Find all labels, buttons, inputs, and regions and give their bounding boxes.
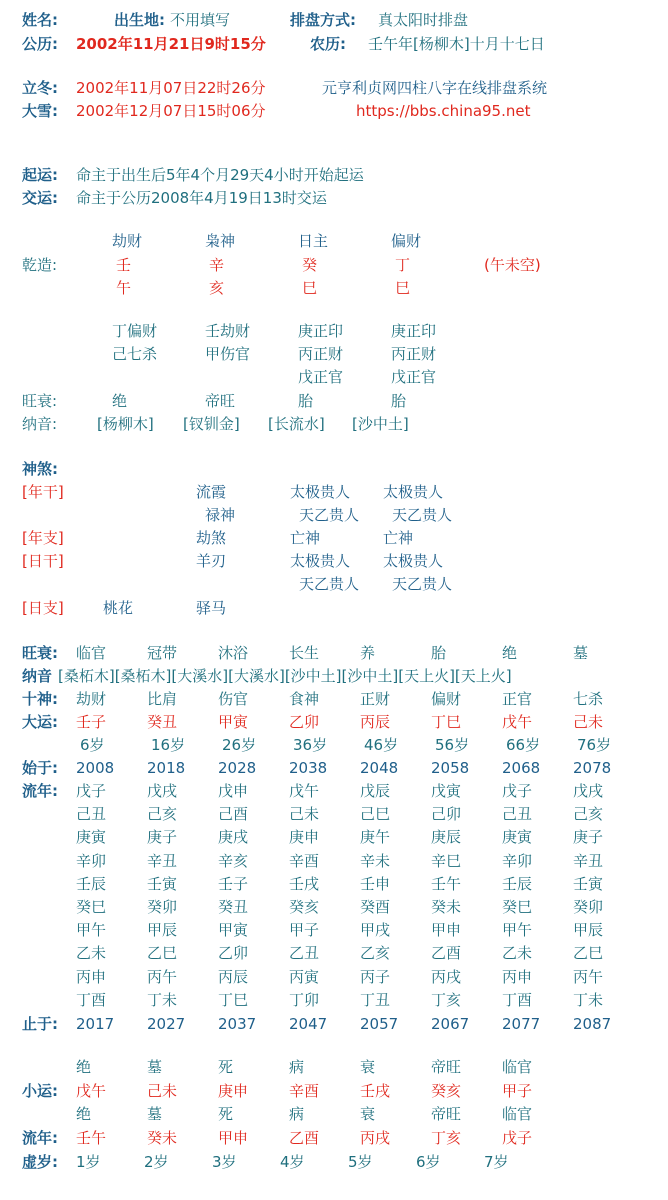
xiaoyun-liunian: 乙酉 [289,1129,320,1147]
shensha-item: 桃花 [103,599,134,617]
shensha-item: 劫煞 [196,529,227,547]
end-label: 止于: [22,1015,58,1033]
liunian-value: 戊辰 [360,782,391,800]
jiaoyun-value: 命主于公历2008年4月19日13时交运 [76,189,327,207]
birthplace-value: 不用填写 [170,11,231,29]
start-year: 2068 [502,759,541,777]
shishen-value: 七杀 [573,690,604,708]
liunian-value: 癸卯 [147,898,178,916]
shensha-item: 亡神 [383,529,414,547]
liunian-value: 丙寅 [289,967,320,986]
xiaoyun-liunian: 癸未 [147,1129,178,1147]
liunian-value: 丁酉 [76,990,107,1009]
method-value: 真太阳时排盘 [378,11,469,29]
liunian-value: 癸卯 [573,898,604,916]
liunian-value: 辛丑 [147,851,178,870]
shensha-item: 天乙贵人 [299,506,360,524]
end-year: 2047 [289,1015,328,1033]
end-year: 2067 [431,1015,470,1033]
liunian-value: 丙午 [573,967,604,986]
shensha-row-label: [日干] [22,552,64,570]
xiaoyun-value: 戊午 [76,1082,107,1100]
site-name: 元亨利贞网四柱八字在线排盘系统 [322,79,548,97]
xusui-value: 1岁 [76,1153,101,1171]
xiaoyun-label: 小运: [22,1082,58,1100]
xiaoyun-value: 壬戌 [360,1082,391,1100]
liunian-value: 乙丑 [289,944,320,963]
xusui-label: 虚岁: [22,1153,58,1171]
pillar-god: 偏财 [391,232,422,250]
shensha-item: 羊刃 [196,552,227,570]
daxue-value: 2002年12月07日15时06分 [76,102,266,120]
shishen-value: 比肩 [147,690,178,708]
pillar-god: 枭神 [205,232,236,250]
liunian-value: 己卯 [431,805,462,824]
liunian-value: 乙亥 [360,944,391,963]
liunian-value: 甲寅 [218,921,249,940]
qiyun-value: 命主于出生后5年4个月29天4小时开始起运 [76,166,364,184]
jiaoyun-label: 交运: [22,189,58,207]
dayun-value: 戊午 [502,713,533,731]
liunian-value: 丙午 [147,967,178,986]
liunian-value: 丙戌 [431,967,462,986]
site-url-link[interactable]: https://bbs.china95.net [356,102,531,120]
liunian-value: 丁未 [147,990,178,1009]
solar-value: 2002年11月21日9时15分 [76,35,266,53]
shensha-item: 天乙贵人 [299,575,360,593]
liunian-value: 甲子 [289,921,320,940]
liunian-value: 戊子 [76,782,107,800]
dayun-value: 丙辰 [360,713,391,731]
wangshuai-value: 胎 [298,392,314,410]
xiaoyun-wangshuai: 死 [218,1058,234,1076]
liunian-value: 己未 [289,805,320,824]
solar-label: 公历: [22,35,58,53]
dayun-value: 乙卯 [289,713,320,731]
pillar-branch: 午 [116,279,132,297]
liunian-value: 癸巳 [76,898,107,916]
dayun-wangshuai: 墓 [573,644,589,662]
liunian-value: 壬戌 [289,874,320,893]
end-year: 2077 [502,1015,541,1033]
liunian-value: 庚申 [289,828,320,847]
dayun-wangshuai: 冠带 [147,644,178,662]
xusui-value: 4岁 [280,1153,305,1171]
liunian-value: 己亥 [147,805,178,824]
dayun-wangshuai: 临官 [76,644,107,662]
xiaoyun-liunian: 戊子 [502,1129,533,1147]
pillar-stem: 癸 [302,256,318,274]
xiaoyun-value: 己未 [147,1082,178,1100]
liunian-value: 戊寅 [431,782,462,800]
dayun-age: 26岁 [222,736,257,754]
liunian-value: 甲申 [431,921,462,940]
liunian-value: 戊戌 [573,782,604,800]
dayun-value: 癸丑 [147,713,178,731]
pillar-god: 日主 [298,232,329,250]
nayin-value: [钗钏金] [183,415,240,433]
xusui-value: 7岁 [484,1153,509,1171]
lidong-value: 2002年11月07日22时26分 [76,79,266,97]
liunian-value: 庚寅 [76,828,107,847]
xiaoyun-value: 庚申 [218,1082,249,1100]
liunian-value: 癸亥 [289,898,320,916]
start-year: 2018 [147,759,186,777]
shensha-row-label: [年干] [22,483,64,501]
liunian-value: 戊申 [218,782,249,800]
dayun-age: 46岁 [364,736,399,754]
dayun-wangshuai: 沐浴 [218,644,249,662]
liunian-value: 己酉 [218,805,249,824]
end-year: 2057 [360,1015,399,1033]
pillar-stem: 壬 [116,256,132,274]
hidden-stem: 丁偏财 [112,322,158,340]
xiaoyun-wangshuai: 临官 [502,1058,533,1076]
xusui-value: 2岁 [144,1153,169,1171]
liunian-value: 丁卯 [289,990,320,1009]
start-year: 2038 [289,759,328,777]
liunian-value: 己丑 [76,805,107,824]
start-year: 2058 [431,759,470,777]
liunian-value: 丁未 [573,990,604,1009]
liunian-value: 辛卯 [502,851,533,870]
liunian-value: 乙卯 [218,944,249,963]
end-year: 2037 [218,1015,257,1033]
shensha-item: 流霞 [196,483,227,501]
empty-branches: (午未空) [484,256,541,274]
xusui-value: 5岁 [348,1153,373,1171]
xiaoyun-value: 辛酉 [289,1082,320,1100]
hidden-stem: 戊正官 [391,368,437,386]
liunian-value: 辛丑 [573,851,604,870]
xiaoyun-liunian-label: 流年: [22,1129,58,1147]
xiaoyun-wangshuai: 帝旺 [431,1105,462,1123]
xiaoyun-wangshuai: 绝 [76,1105,92,1123]
shishen-value: 食神 [289,690,320,708]
end-year: 2027 [147,1015,186,1033]
liunian-value: 丁亥 [431,990,462,1009]
dayun-value: 丁巳 [431,713,462,731]
liunian-value: 癸丑 [218,898,249,916]
xiaoyun-wangshuai: 病 [289,1105,305,1123]
liunian-value: 庚子 [147,828,178,847]
hidden-stem: 庚正印 [391,322,437,340]
start-year: 2078 [573,759,612,777]
liunian-value: 辛巳 [431,851,462,870]
wangshuai-value: 胎 [391,392,407,410]
birthplace-label: 出生地: [114,11,165,29]
daxue-label: 大雪: [22,102,58,120]
dayun-wangshuai: 养 [360,644,376,662]
liunian-value: 戊戌 [147,782,178,800]
hidden-stem: 丙正财 [298,345,344,363]
hidden-stem: 壬劫财 [205,322,251,340]
liunian-value: 戊午 [289,782,320,800]
start-label: 始于: [22,759,58,777]
liunian-value: 庚午 [360,828,391,847]
hidden-stem: 己七杀 [112,345,158,363]
liunian-value: 丙申 [502,967,533,986]
gender-label: 乾造: [22,256,58,274]
dayun-age: 36岁 [293,736,328,754]
lunar-label: 农历: [310,35,346,53]
start-year: 2008 [76,759,115,777]
lidong-label: 立冬: [22,79,58,97]
liunian-value: 癸酉 [360,898,391,916]
liunian-value: 丙辰 [218,967,249,986]
pillar-branch: 巳 [395,279,411,297]
shensha-item: 亡神 [290,529,321,547]
xusui-value: 3岁 [212,1153,237,1171]
qiyun-label: 起运: [22,166,58,184]
dayun-wangshuai: 胎 [431,644,447,662]
liunian-value: 乙未 [76,944,107,963]
liunian-value: 庚辰 [431,828,462,847]
shensha-item: 天乙贵人 [392,506,453,524]
liunian-value: 壬辰 [76,874,107,893]
liunian-value: 壬申 [360,874,391,893]
liunian-value: 庚戌 [218,828,249,847]
shishen-value: 偏财 [431,690,462,708]
end-year: 2087 [573,1015,612,1033]
shensha-item: 驿马 [196,599,227,617]
xiaoyun-wangshuai: 衰 [360,1105,376,1123]
liunian-value: 己丑 [502,805,533,824]
liunian-value: 甲午 [502,921,533,940]
liunian-value: 壬辰 [502,874,533,893]
nayin-value: [杨柳木] [97,415,154,433]
liunian-value: 丙申 [76,967,107,986]
liunian-value: 戊子 [502,782,533,800]
shensha-item: 太极贵人 [383,483,444,501]
method-label: 排盘方式: [290,11,356,29]
shishen-label: 十神: [22,690,58,708]
liunian-value: 庚子 [573,828,604,847]
xiaoyun-value: 癸亥 [431,1082,462,1100]
hidden-stem: 戊正官 [298,368,344,386]
xiaoyun-liunian: 丁亥 [431,1129,462,1147]
dayun-value: 己未 [573,713,604,731]
shensha-item: 太极贵人 [383,552,444,570]
nayin-label: 纳音: [22,415,58,433]
liunian-value: 辛卯 [76,851,107,870]
dayun-label: 大运: [22,713,58,731]
shishen-value: 伤官 [218,690,249,708]
xiaoyun-liunian: 壬午 [76,1129,107,1147]
liunian-value: 壬寅 [573,874,604,893]
end-year: 2017 [76,1015,115,1033]
shishen-value: 劫财 [76,690,107,708]
xiaoyun-liunian: 甲申 [218,1129,249,1147]
xiaoyun-wangshuai: 临官 [502,1105,533,1123]
lunar-value: 壬午年[杨柳木]十月十七日 [368,35,545,53]
dayun-age: 66岁 [506,736,541,754]
hidden-stem: 甲伤官 [205,345,251,363]
hidden-stem: 丙正财 [391,345,437,363]
dayun-wangshuai: 长生 [289,644,320,662]
nayin-value: [沙中土] [352,415,409,433]
liunian-value: 乙巳 [573,944,604,963]
liunian-value: 辛亥 [218,851,249,870]
xiaoyun-wangshuai: 绝 [76,1058,92,1076]
liunian-value: 乙未 [502,944,533,963]
dayun-nayin-label: 纳音 [22,667,53,685]
liunian-value: 丁丑 [360,990,391,1009]
liunian-value: 庚寅 [502,828,533,847]
liunian-value: 己亥 [573,805,604,824]
pillar-branch: 亥 [209,279,225,297]
dayun-value: 甲寅 [218,713,249,731]
shensha-item: 太极贵人 [290,552,351,570]
xusui-value: 6岁 [416,1153,441,1171]
shensha-row-label: [日支] [22,599,64,617]
liunian-value: 壬寅 [147,874,178,893]
dayun-nayin: [桑柘木][桑柘木][大溪水][大溪水][沙中土][沙中土][天上火][天上火] [58,667,512,685]
liunian-value: 甲辰 [573,921,604,940]
pillar-god: 劫财 [112,232,143,250]
dayun-age: 56岁 [435,736,470,754]
shensha-item: 天乙贵人 [392,575,453,593]
liunian-value: 辛未 [360,851,391,870]
dayun-wangshuai: 绝 [502,644,518,662]
liunian-label: 流年: [22,782,58,800]
pillar-branch: 巳 [302,279,318,297]
dayun-age: 16岁 [151,736,186,754]
liunian-value: 己巳 [360,805,391,824]
liunian-value: 甲午 [76,921,107,940]
xiaoyun-wangshuai: 墓 [147,1058,163,1076]
xiaoyun-wangshuai: 病 [289,1058,305,1076]
dayun-wangshuai-label: 旺衰: [22,644,58,662]
shensha-title: 神煞: [22,460,58,478]
pillar-stem: 辛 [209,256,225,274]
shishen-value: 正官 [502,690,533,708]
xiaoyun-wangshuai: 衰 [360,1058,376,1076]
hidden-stem: 庚正印 [298,322,344,340]
liunian-value: 甲戌 [360,921,391,940]
xiaoyun-wangshuai: 墓 [147,1105,163,1123]
liunian-value: 壬子 [218,874,249,893]
dayun-value: 壬子 [76,713,107,731]
pillar-stem: 丁 [395,256,411,274]
xiaoyun-wangshuai: 死 [218,1105,234,1123]
wangshuai-value: 帝旺 [205,392,236,410]
liunian-value: 辛酉 [289,851,320,870]
liunian-value: 丁巳 [218,990,249,1009]
shensha-row-label: [年支] [22,529,64,547]
liunian-value: 丙子 [360,967,391,986]
liunian-value: 丁酉 [502,990,533,1009]
liunian-value: 壬午 [431,874,462,893]
xiaoyun-value: 甲子 [502,1082,533,1100]
liunian-value: 乙酉 [431,944,462,963]
wangshuai-value: 绝 [112,392,128,410]
liunian-value: 癸未 [431,898,462,916]
liunian-value: 癸巳 [502,898,533,916]
liunian-value: 甲辰 [147,921,178,940]
wangshuai-label: 旺衰: [22,392,58,410]
start-year: 2048 [360,759,399,777]
liunian-value: 乙巳 [147,944,178,963]
shensha-item: 禄神 [205,506,236,524]
xiaoyun-wangshuai: 帝旺 [431,1058,462,1076]
nayin-value: [长流水] [268,415,325,433]
dayun-age: 6岁 [80,736,105,754]
shensha-item: 太极贵人 [290,483,351,501]
start-year: 2028 [218,759,257,777]
shishen-value: 正财 [360,690,391,708]
xiaoyun-liunian: 丙戌 [360,1129,391,1147]
dayun-age: 76岁 [577,736,612,754]
name-label: 姓名: [22,11,58,29]
